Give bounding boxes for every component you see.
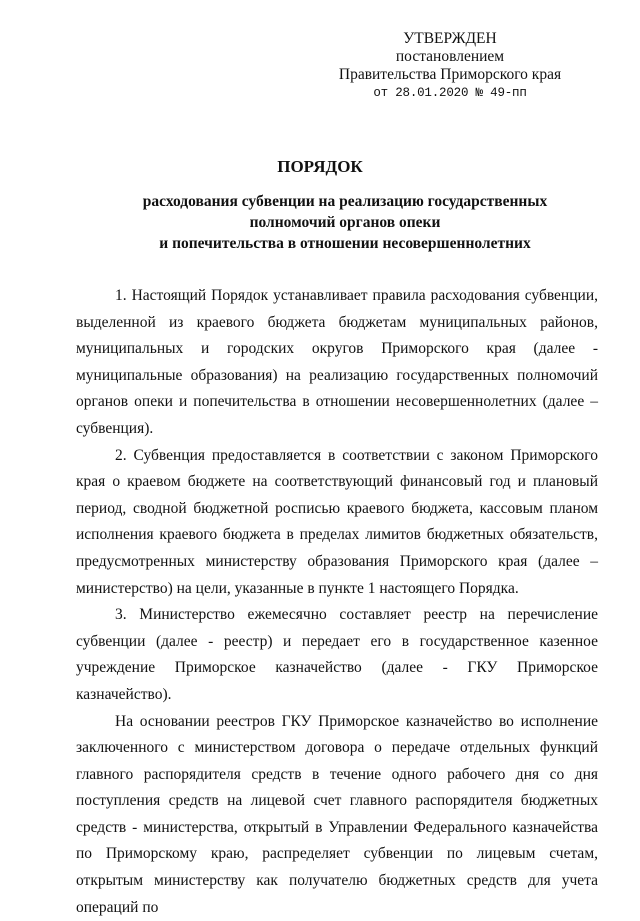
subtitle-line-1: расходования субвенции на реализацию государственных: [130, 191, 560, 212]
document-subtitle: [130, 191, 560, 254]
paragraph-3: 3. Министерство ежемесячно составляет реестр на перечисление субвенции (далее - реестр) и передает его в государственное казенное учреждение Приморское казначейство (далее - ГКУ Приморское казначейство).: [76, 602, 598, 708]
approval-authority: Правительства Приморского края: [330, 66, 570, 84]
subtitle-line-3: и попечительства в отношении несовершеннолетних: [130, 233, 560, 254]
document-body: [76, 283, 598, 921]
approval-by-decree: постановлением: [330, 48, 570, 66]
paragraph-4: На основании реестров ГКУ Приморское казначейство во исполнение заключенного с министерством договора о передаче отдельных функций главного распорядителя средств в течение одного рабочего дня со дня поступления средств на лицевой счет главного распорядителя бюджетных средств - министерства, открытый в Управлении Федерального казначейства по Приморскому краю, распределяет субвенции по лицевым счетам, открытым министерству как получателю бюджетных средств для учета операций по: [76, 709, 598, 921]
subtitle-line-2: полномочий органов опеки: [130, 212, 560, 233]
paragraph-2: 2. Субвенция предоставляется в соответствии с законом Приморского края о краевом бюджете на соответствующий финансовый год и плановый период, сводной бюджетной росписью краевого бюджета, кассовым планом исполнения краевого бюджета в пределах лимитов бюджетных обязательств, предусмотренных министерству образования Приморского края (далее – министерство) на цели, указанные в пункте 1 настоящего Порядка.: [76, 443, 598, 603]
document-title: ПОРЯДОК: [0, 157, 640, 177]
approval-stamp: [330, 30, 570, 102]
approval-decree-number: от 28.01.2020 № 49-пп: [330, 84, 570, 102]
paragraph-1: 1. Настоящий Порядок устанавливает правила расходования субвенции, выделенной из краевого бюджета бюджетам муниципальных районов, муниципальных и городских округов Приморского края (далее - муниципальные образования) на реализацию государственных полномочий органов опеки и попечительства в отношении несовершеннолетних (далее – субвенция).: [76, 283, 598, 443]
approval-heading: УТВЕРЖДЕН: [330, 30, 570, 48]
